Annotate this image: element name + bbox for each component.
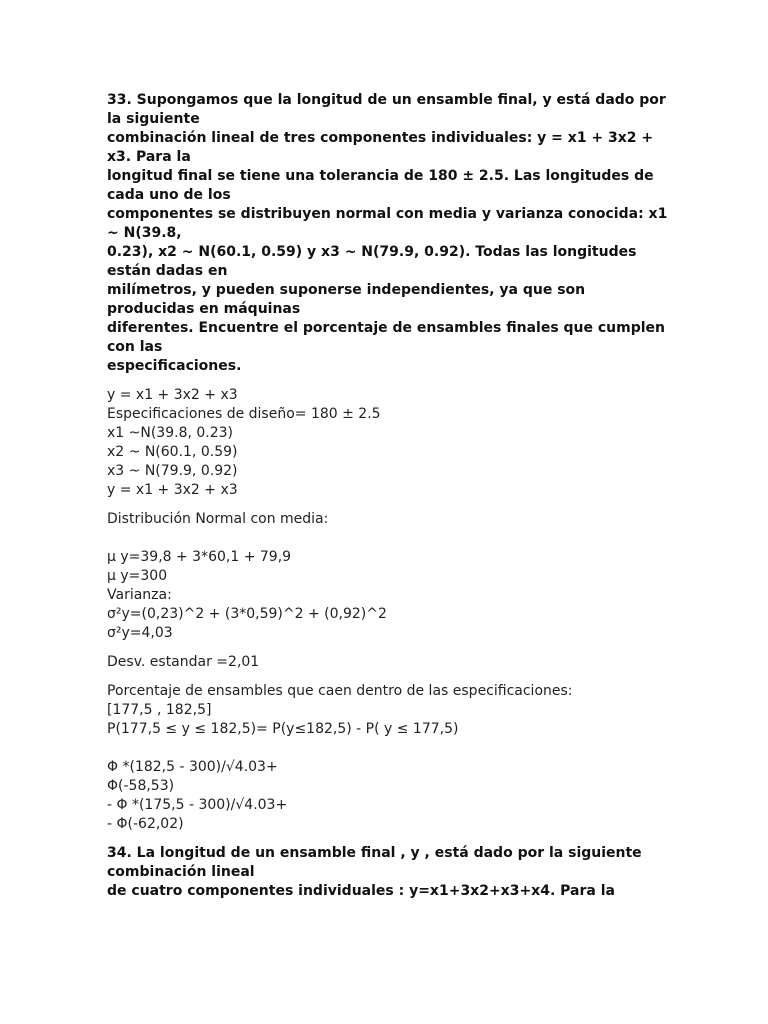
statement-line: ~ N(39.8, (107, 225, 182, 241)
statement-line: cada uno de los (107, 187, 231, 203)
statement-line: 33. Supongamos que la longitud de un ensamble final, y está dado por (107, 92, 666, 108)
data-line: x3 ~ N(79.9, 0.92) (107, 463, 238, 479)
percent-block (107, 682, 667, 739)
normal-heading: Distribución Normal con media: (107, 511, 329, 527)
problem-33-statement (107, 91, 667, 376)
data-line: Especificaciones de diseño= 180 ± 2.5 (107, 406, 381, 422)
data-line: y = x1 + 3x2 + x3 (107, 482, 238, 498)
statement-line: combinación lineal de tres componentes individuales: y = x1 + 3x2 + (107, 130, 654, 146)
statement-line: con las (107, 339, 163, 355)
statement-line: de cuatro componentes individuales : y=x1+3x2+x3+x4. Para la (107, 883, 615, 899)
statement-line: combinación lineal (107, 864, 255, 880)
phi-block (107, 758, 667, 834)
mean-line: μ y=300 (107, 568, 168, 584)
percent-line: P(177,5 ≤ y ≤ 182,5)= P(y≤182,5) - P( y ≤ 177,5) (107, 721, 459, 737)
phi-line: Φ(-58,53) (107, 778, 175, 794)
document-page (107, 91, 667, 901)
std-dev-line: Desv. estandar =2,01 (107, 654, 260, 670)
statement-line: la siguiente (107, 111, 200, 127)
statement-line: están dadas en (107, 263, 228, 279)
mean-line: σ²y=4,03 (107, 625, 173, 641)
percent-line: [177,5 , 182,5] (107, 702, 212, 718)
statement-line: x3. Para la (107, 149, 191, 165)
statement-line: producidas en máquinas (107, 301, 301, 317)
statement-line: componentes se distribuyen normal con media y varianza conocida: x1 (107, 206, 668, 222)
statement-line: 0.23), x2 ~ N(60.1, 0.59) y x3 ~ N(79.9, 0.92). Todas las longitudes (107, 244, 637, 260)
phi-line: - Φ(-62,02) (107, 816, 184, 832)
data-line: x1 ~N(39.8, 0.23) (107, 425, 234, 441)
data-line: x2 ~ N(60.1, 0.59) (107, 444, 238, 460)
mean-line: σ²y=(0,23)^2 + (3*0,59)^2 + (0,92)^2 (107, 606, 387, 622)
mean-line: μ y=39,8 + 3*60,1 + 79,9 (107, 549, 292, 565)
data-block (107, 386, 667, 500)
phi-line: - Φ *(175,5 - 300)/√4.03+ (107, 797, 288, 813)
statement-line: 34. La longitud de un ensamble final , y , está dado por la siguiente (107, 845, 642, 861)
statement-line: longitud final se tiene una tolerancia de 180 ± 2.5. Las longitudes de (107, 168, 654, 184)
mean-line: Varianza: (107, 587, 172, 603)
problem-34-statement (107, 844, 667, 901)
statement-line: milímetros, y pueden suponerse independientes, ya que son (107, 282, 586, 298)
mean-variance-block (107, 548, 667, 643)
phi-line: Φ *(182,5 - 300)/√4.03+ (107, 759, 278, 775)
statement-line: especificaciones. (107, 358, 242, 374)
percent-line: Porcentaje de ensambles que caen dentro de las especificaciones: (107, 683, 573, 699)
statement-line: diferentes. Encuentre el porcentaje de ensambles finales que cumplen (107, 320, 666, 336)
data-line: y = x1 + 3x2 + x3 (107, 387, 238, 403)
